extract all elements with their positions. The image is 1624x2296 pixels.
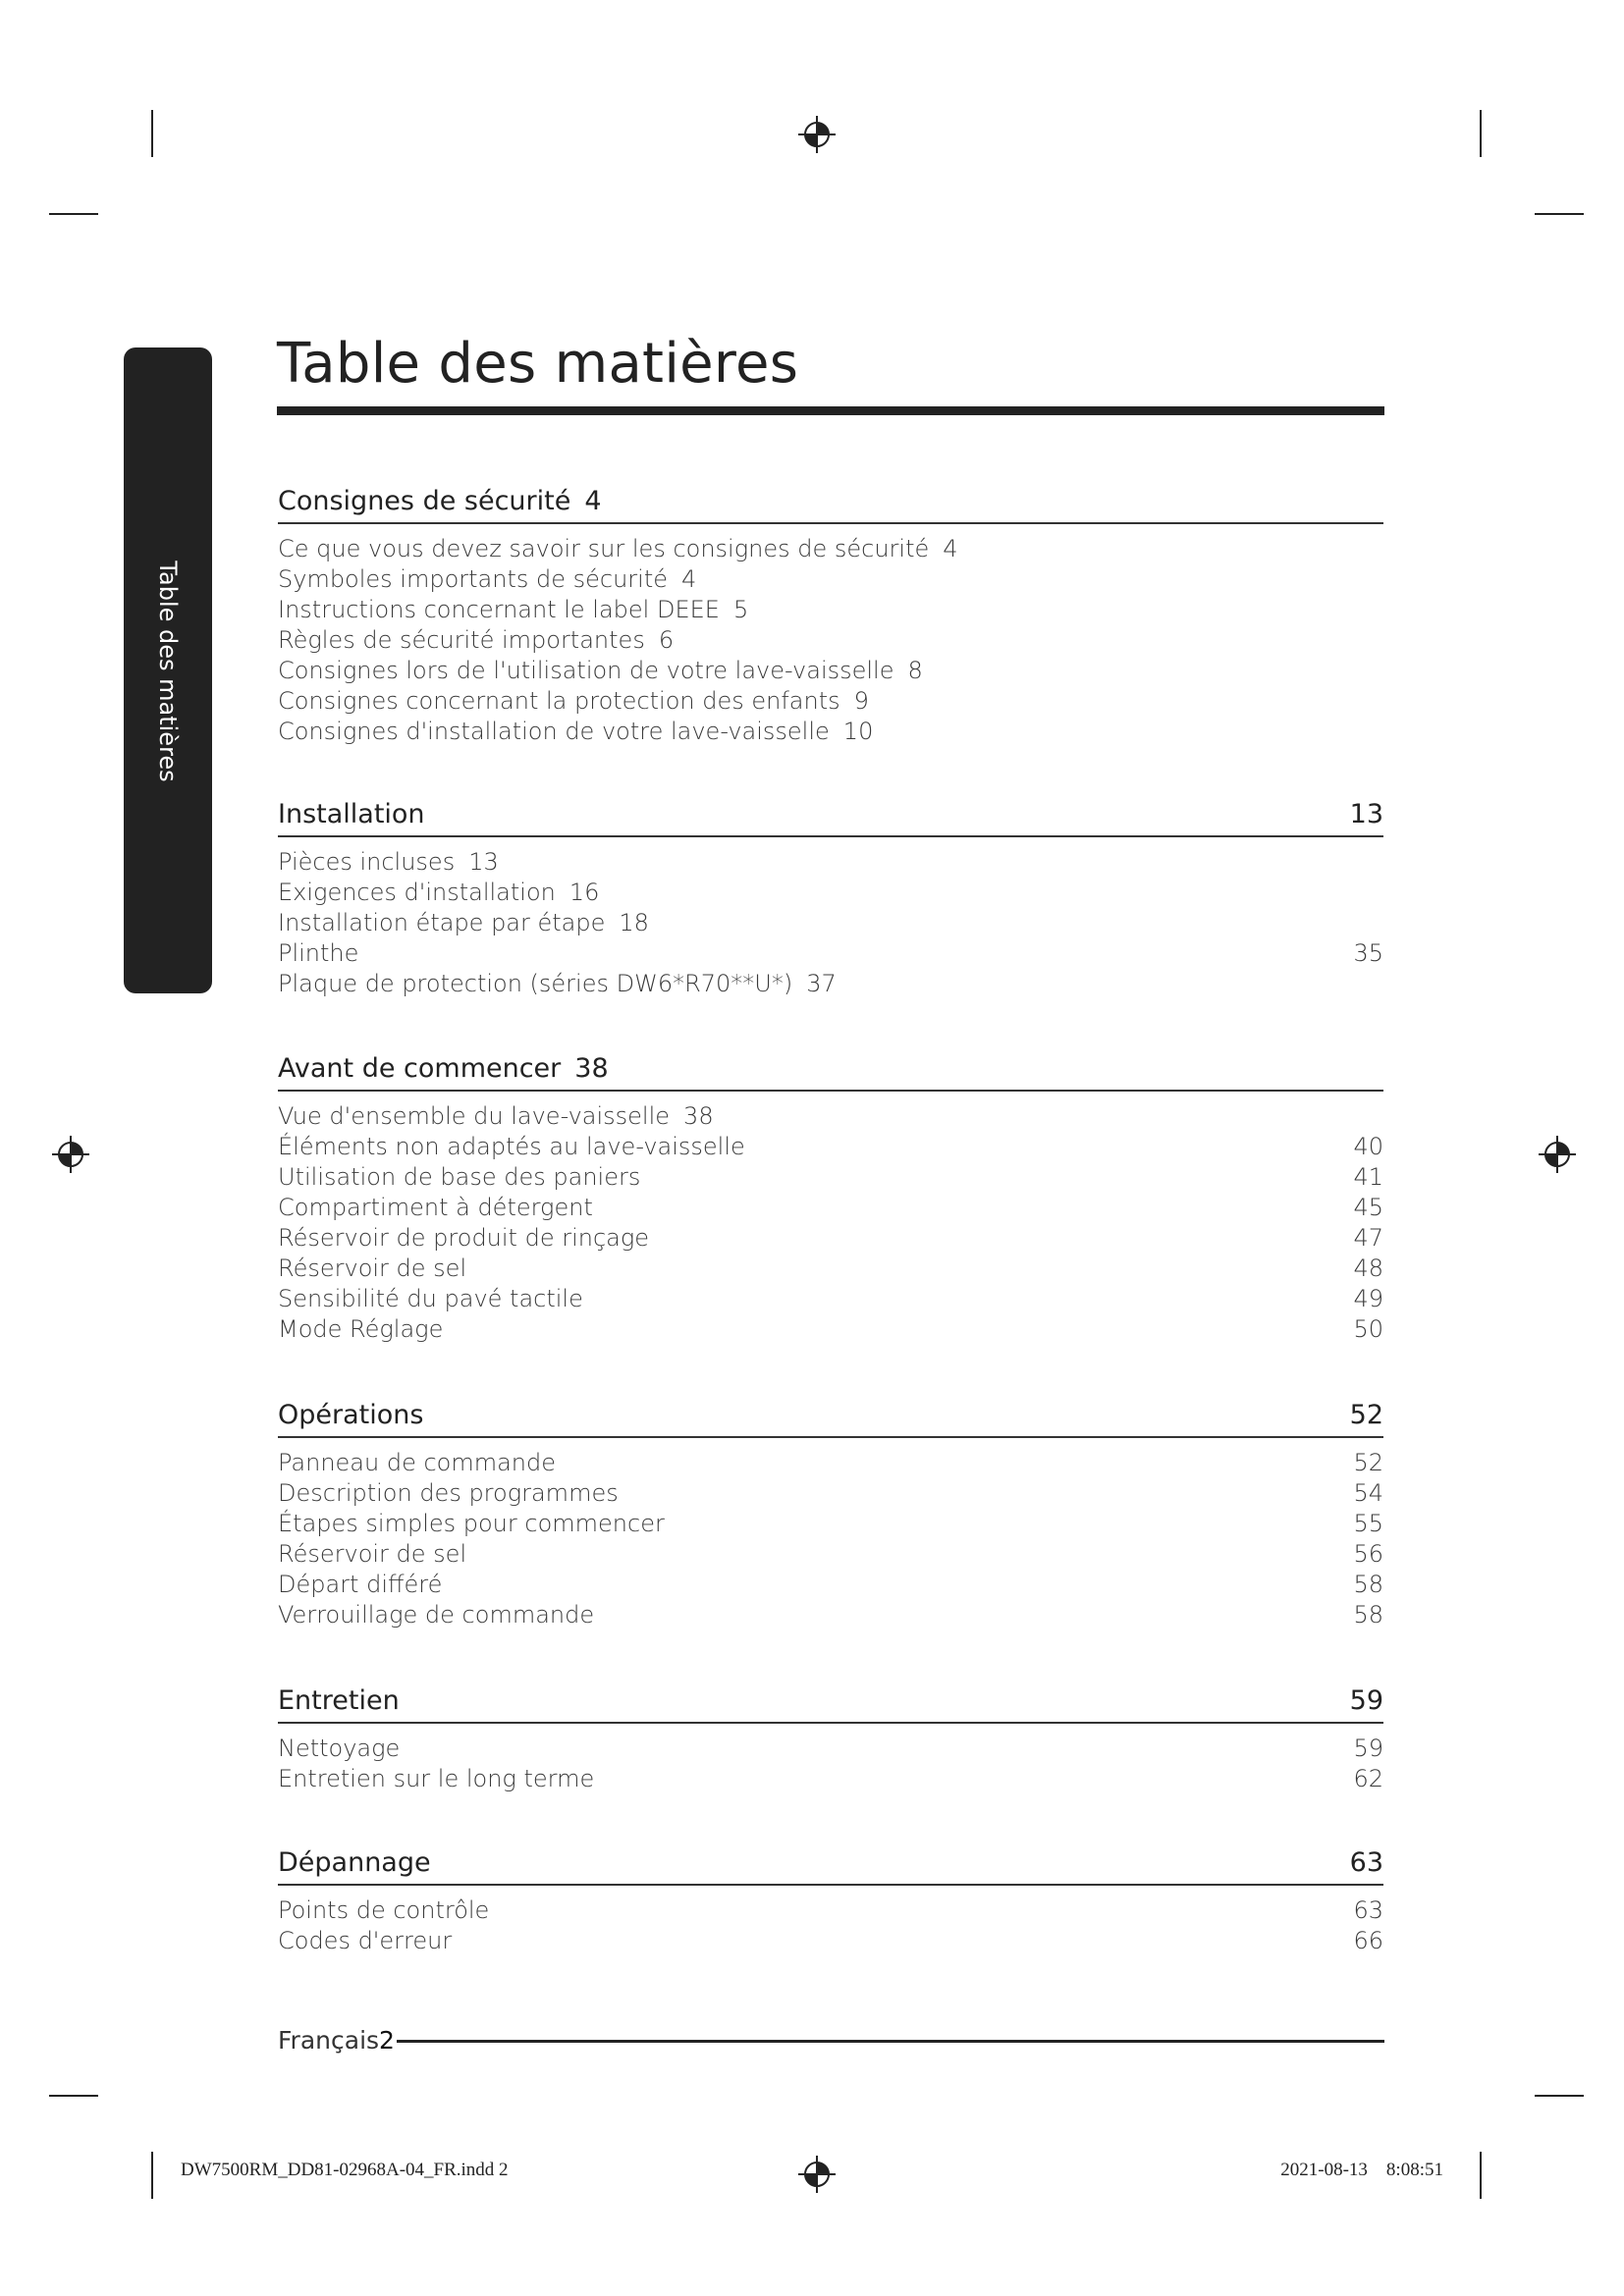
entry-list: [278, 1448, 1383, 1630]
registration-mark-icon: [1538, 1135, 1577, 1174]
toc-section: [278, 1848, 1383, 1956]
section-title[interactable]: Dépannage: [278, 1847, 431, 1878]
crop-mark: [49, 213, 98, 215]
toc-section: [278, 1686, 1383, 1794]
section-title[interactable]: Installation: [278, 799, 425, 829]
section-title[interactable]: Opérations: [278, 1400, 424, 1430]
toc-section: [278, 1401, 1383, 1630]
footer-rule: [397, 2040, 1384, 2043]
section-page: 13: [1349, 799, 1383, 829]
toc-entry[interactable]: Nettoyage 59: [278, 1735, 1383, 1762]
toc-entry[interactable]: Réservoir de produit de rinçage 47: [278, 1224, 1383, 1252]
entry-list: [278, 847, 1383, 999]
entry-list: [278, 1896, 1383, 1956]
entry-list: [278, 534, 1383, 747]
section-header: [278, 1054, 1383, 1092]
toc-entry[interactable]: Compartiment à détergent 45: [278, 1194, 1383, 1221]
toc-entry[interactable]: Plinthe 35: [278, 939, 1383, 967]
section-header: [278, 1686, 1383, 1724]
entry-list: [278, 1734, 1383, 1794]
toc-entry[interactable]: Plaque de protection (séries DW6*R70**U*) 37: [278, 970, 837, 997]
section-page: 63: [1349, 1847, 1383, 1878]
toc-entry[interactable]: Consignes d'installation de votre lave-vaisselle 10: [278, 718, 874, 745]
toc-entry[interactable]: Utilisation de base des paniers 41: [278, 1163, 1383, 1191]
toc-entry[interactable]: Réservoir de sel 48: [278, 1255, 1383, 1282]
registration-mark-icon: [797, 115, 837, 154]
entry-list: [278, 1101, 1383, 1345]
section-header: [278, 1401, 1383, 1438]
crop-mark: [1535, 2095, 1584, 2097]
registration-mark-icon: [797, 2155, 837, 2194]
toc-entry[interactable]: Points de contrôle 63: [278, 1896, 1383, 1924]
section-header: [278, 800, 1383, 837]
toc-entry[interactable]: Réservoir de sel 56: [278, 1540, 1383, 1568]
toc-entry[interactable]: Installation étape par étape 18: [278, 909, 649, 936]
toc-entry[interactable]: Mode Réglage 50: [278, 1315, 1383, 1343]
toc-entry[interactable]: Instructions concernant le label DEEE 5: [278, 596, 749, 623]
toc-entry[interactable]: Codes d'erreur 66: [278, 1927, 1383, 1954]
toc-entry[interactable]: Étapes simples pour commencer 55: [278, 1510, 1383, 1537]
toc-section: [278, 1054, 1383, 1345]
toc-entry[interactable]: Entretien sur le long terme 62: [278, 1765, 1383, 1792]
print-slug-file: DW7500RM_DD81-02968A-04_FR.indd 2: [181, 2160, 509, 2180]
toc-section: [278, 487, 1383, 747]
toc-entry[interactable]: Description des programmes 54: [278, 1479, 1383, 1507]
section-header: [278, 1848, 1383, 1886]
toc-entry[interactable]: Consignes lors de l'utilisation de votre lave-vaisselle 8: [278, 657, 923, 684]
toc-section: [278, 800, 1383, 999]
toc-entry[interactable]: Sensibilité du pavé tactile 49: [278, 1285, 1383, 1312]
page-number: 2: [379, 2026, 395, 2055]
section-title[interactable]: Consignes de sécurité 4: [278, 486, 602, 516]
section-page: 59: [1349, 1685, 1383, 1716]
toc-entry[interactable]: Consignes concernant la protection des enfants 9: [278, 687, 869, 715]
section-title[interactable]: Avant de commencer 38: [278, 1053, 609, 1084]
section-page: 52: [1349, 1400, 1383, 1430]
crop-mark: [1480, 110, 1482, 157]
section-page-inline: 4: [584, 486, 602, 516]
registration-mark-icon: [51, 1135, 90, 1174]
print-slug-datetime: 2021-08-13 8:08:51: [1280, 2160, 1443, 2180]
side-tab-label: Table des matières: [154, 561, 182, 782]
toc-entry[interactable]: Pièces incluses 13: [278, 848, 499, 876]
toc-entry[interactable]: Verrouillage de commande 58: [278, 1601, 1383, 1629]
footer-language: Français2: [278, 2026, 395, 2055]
section-page-inline: 38: [574, 1053, 609, 1084]
toc-entry[interactable]: Panneau de commande 52: [278, 1449, 1383, 1476]
crop-mark: [49, 2095, 98, 2097]
toc-entry[interactable]: Départ différé 58: [278, 1571, 1383, 1598]
crop-mark: [1535, 213, 1584, 215]
toc-entry[interactable]: Exigences d'installation 16: [278, 879, 600, 906]
title-rule: [277, 406, 1384, 415]
section-title[interactable]: Entretien: [278, 1685, 400, 1716]
page-title: Table des matières: [277, 332, 799, 396]
toc-entry[interactable]: Vue d'ensemble du lave-vaisselle 38: [278, 1102, 714, 1130]
toc-entry[interactable]: Ce que vous devez savoir sur les consignes de sécurité 4: [278, 535, 958, 562]
crop-mark: [151, 110, 153, 157]
toc-entry[interactable]: Règles de sécurité importantes 6: [278, 626, 675, 654]
toc-entry[interactable]: Éléments non adaptés au lave-vaisselle 40: [278, 1133, 1383, 1160]
toc-entry[interactable]: Symboles importants de sécurité 4: [278, 565, 697, 593]
crop-mark: [151, 2152, 153, 2199]
section-header: [278, 487, 1383, 524]
crop-mark: [1480, 2152, 1482, 2199]
